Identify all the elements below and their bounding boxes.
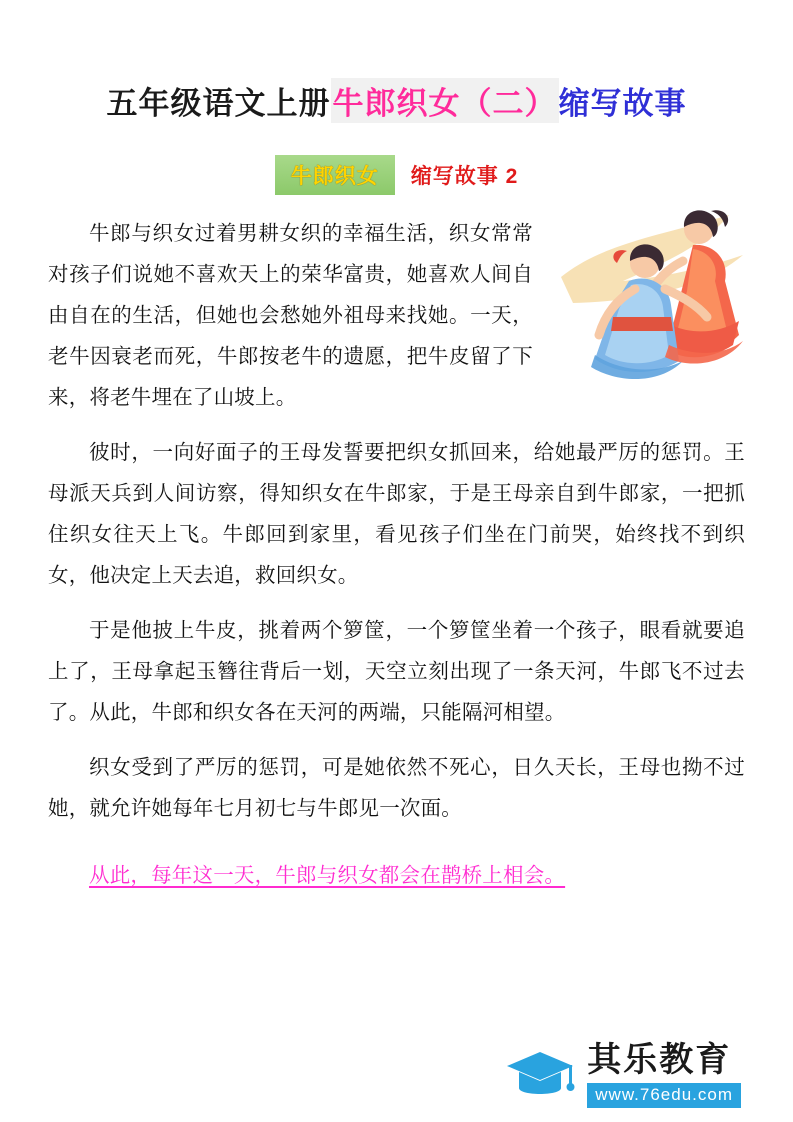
subtitle-badge: 牛郎织女 xyxy=(275,155,395,195)
niulang-zhinv-illustration xyxy=(543,185,753,400)
paragraph: 于是他披上牛皮，挑着两个箩筐，一个箩筐坐着一个孩子，眼看就要追上了，王母拿起玉簪往背后一划，天空立刻出现了一条天河，牛郎飞不过去了。从此，牛郎和织女各在天河的两端，只能隔河相望。 xyxy=(48,619,745,724)
body-text xyxy=(48,213,745,896)
paragraph: 牛郎与织女过着男耕女织的幸福生活，织女常常对孩子们说她不喜欢天上的荣华富贵，她喜欢人间自由自在的生活，但她也会愁她外祖母来找她。一天，老牛因衰老而死，牛郎按老牛的遗愿，把牛皮留了下来，将老牛埋在了山坡上。 xyxy=(48,222,533,409)
logo-name: 其乐教育 xyxy=(587,1041,732,1080)
title-segment-grade: 五年级语文上册 xyxy=(106,86,331,121)
paragraph: 织女受到了严厉的惩罚，可是她依然不死心，日久天长，王母也拗不过她，就允许她每年七月初七与牛郎见一次面。 xyxy=(48,756,745,820)
closing-line: 从此，每年这一天，牛郎与织女都会在鹊桥上相会。 xyxy=(89,864,566,887)
title-segment-story: 牛郎织女（二） xyxy=(331,78,559,123)
paragraph: 彼时，一向好面子的王母发誓要把织女抓回来，给她最严厉的惩罚。王母派天兵到人间访察，得知织女在牛郎家，于是王母亲自到牛郎家，一把抓住织女往天上飞。牛郎回到家里，看见孩子们坐在门前哭，始终找不到织女，他决定上天去追，救回织女。 xyxy=(48,441,745,587)
logo-texts xyxy=(587,1043,741,1108)
footer-logo xyxy=(0,1043,793,1108)
logo-url: www.76edu.com xyxy=(587,1083,741,1108)
graduation-cap-icon xyxy=(503,1046,577,1106)
title-segment-type: 缩写故事 xyxy=(558,86,687,121)
subtitle-text: 缩写故事 2 xyxy=(410,165,519,188)
page-title xyxy=(48,78,745,123)
